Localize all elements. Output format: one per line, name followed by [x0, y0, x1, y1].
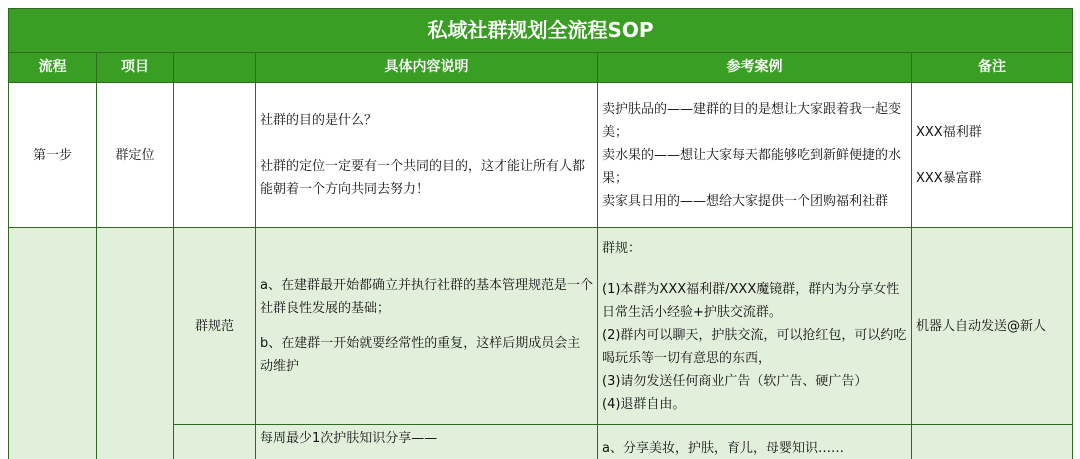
cell-item[interactable]	[97, 228, 174, 459]
case-line: 卖家具日用的——想给大家提供一个团购福利社群	[602, 193, 889, 209]
note-line: XXX暴富群	[916, 170, 982, 186]
header-note[interactable]: 备注	[912, 53, 1073, 83]
case-line: (4)退群自由。	[602, 396, 686, 412]
content-line: 社群的目的是什么？	[260, 113, 378, 128]
cell-case[interactable]	[598, 228, 912, 425]
cell-content[interactable]	[256, 228, 598, 425]
case-line: 卖护肤品的——建群的目的是想让大家跟着我一起变美；	[602, 101, 902, 140]
cell-case[interactable]	[598, 425, 912, 459]
cell-content[interactable]	[256, 83, 598, 228]
cell-case[interactable]	[598, 83, 912, 228]
header-case[interactable]: 参考案例	[598, 53, 912, 83]
header-content[interactable]: 具体内容说明	[256, 53, 598, 83]
cell-sub[interactable]: 群规范	[174, 228, 256, 425]
cell-content[interactable]	[256, 425, 598, 459]
case-line: (3)请勿发送任何商业广告（软广告、硬广告）	[602, 373, 868, 389]
header-process[interactable]: 流程	[9, 53, 97, 83]
paragraph-gap	[260, 320, 593, 332]
header-row	[9, 53, 1073, 83]
cell-process[interactable]	[9, 228, 97, 459]
content-line: 社群的定位一定要有一个共同的目的，这才能让所有人都能朝着一个方向共同去努力！	[260, 159, 586, 197]
case-line: 群规：	[602, 240, 642, 256]
content-line: b、在建群一开始就要经常性的重复，这样后期成员会主动维护	[260, 336, 581, 374]
case-line: (2)群内可以聊天，护肤交流，可以抢红包，可以约吃喝玩乐等一切有意思的东西，	[602, 327, 907, 366]
note-line: 机器人自动发送@新人	[916, 318, 1047, 334]
cell-item[interactable]: 群定位	[97, 83, 174, 228]
content-line: a、在建群最开始都确立并执行社群的基本管理规范是一个社群良性发展的基础；	[260, 278, 593, 316]
content-line: 每周最少1次护肤知识分享——	[260, 431, 438, 446]
header-sub[interactable]	[174, 53, 256, 83]
case-line: (1)本群为XXX福利群/XXX魔镜群，群内为分享女性日常生活小经验+护肤交流群。	[602, 281, 900, 320]
table-row	[9, 228, 1073, 425]
paragraph-gap	[602, 260, 907, 278]
sop-table	[8, 8, 1073, 459]
paragraph-gap	[916, 144, 1068, 167]
sheet-title[interactable]: 私域社群规划全流程SOP	[9, 9, 1073, 53]
cell-sub[interactable]	[174, 425, 256, 459]
case-line: 卖水果的——想让大家每天都能够吃到新鲜便捷的水果；	[602, 147, 902, 186]
table-row	[9, 83, 1073, 228]
note-line: XXX福利群	[916, 124, 982, 140]
cell-process[interactable]: 第一步	[9, 83, 97, 228]
cell-sub[interactable]	[174, 83, 256, 228]
header-item[interactable]: 项目	[97, 53, 174, 83]
paragraph-gap	[260, 132, 593, 155]
case-line: a、分享美妆，护肤，育儿，母婴知识……	[602, 441, 844, 456]
cell-note[interactable]	[912, 425, 1073, 459]
cell-note[interactable]	[912, 83, 1073, 228]
cell-note[interactable]	[912, 228, 1073, 425]
title-row	[9, 9, 1073, 53]
